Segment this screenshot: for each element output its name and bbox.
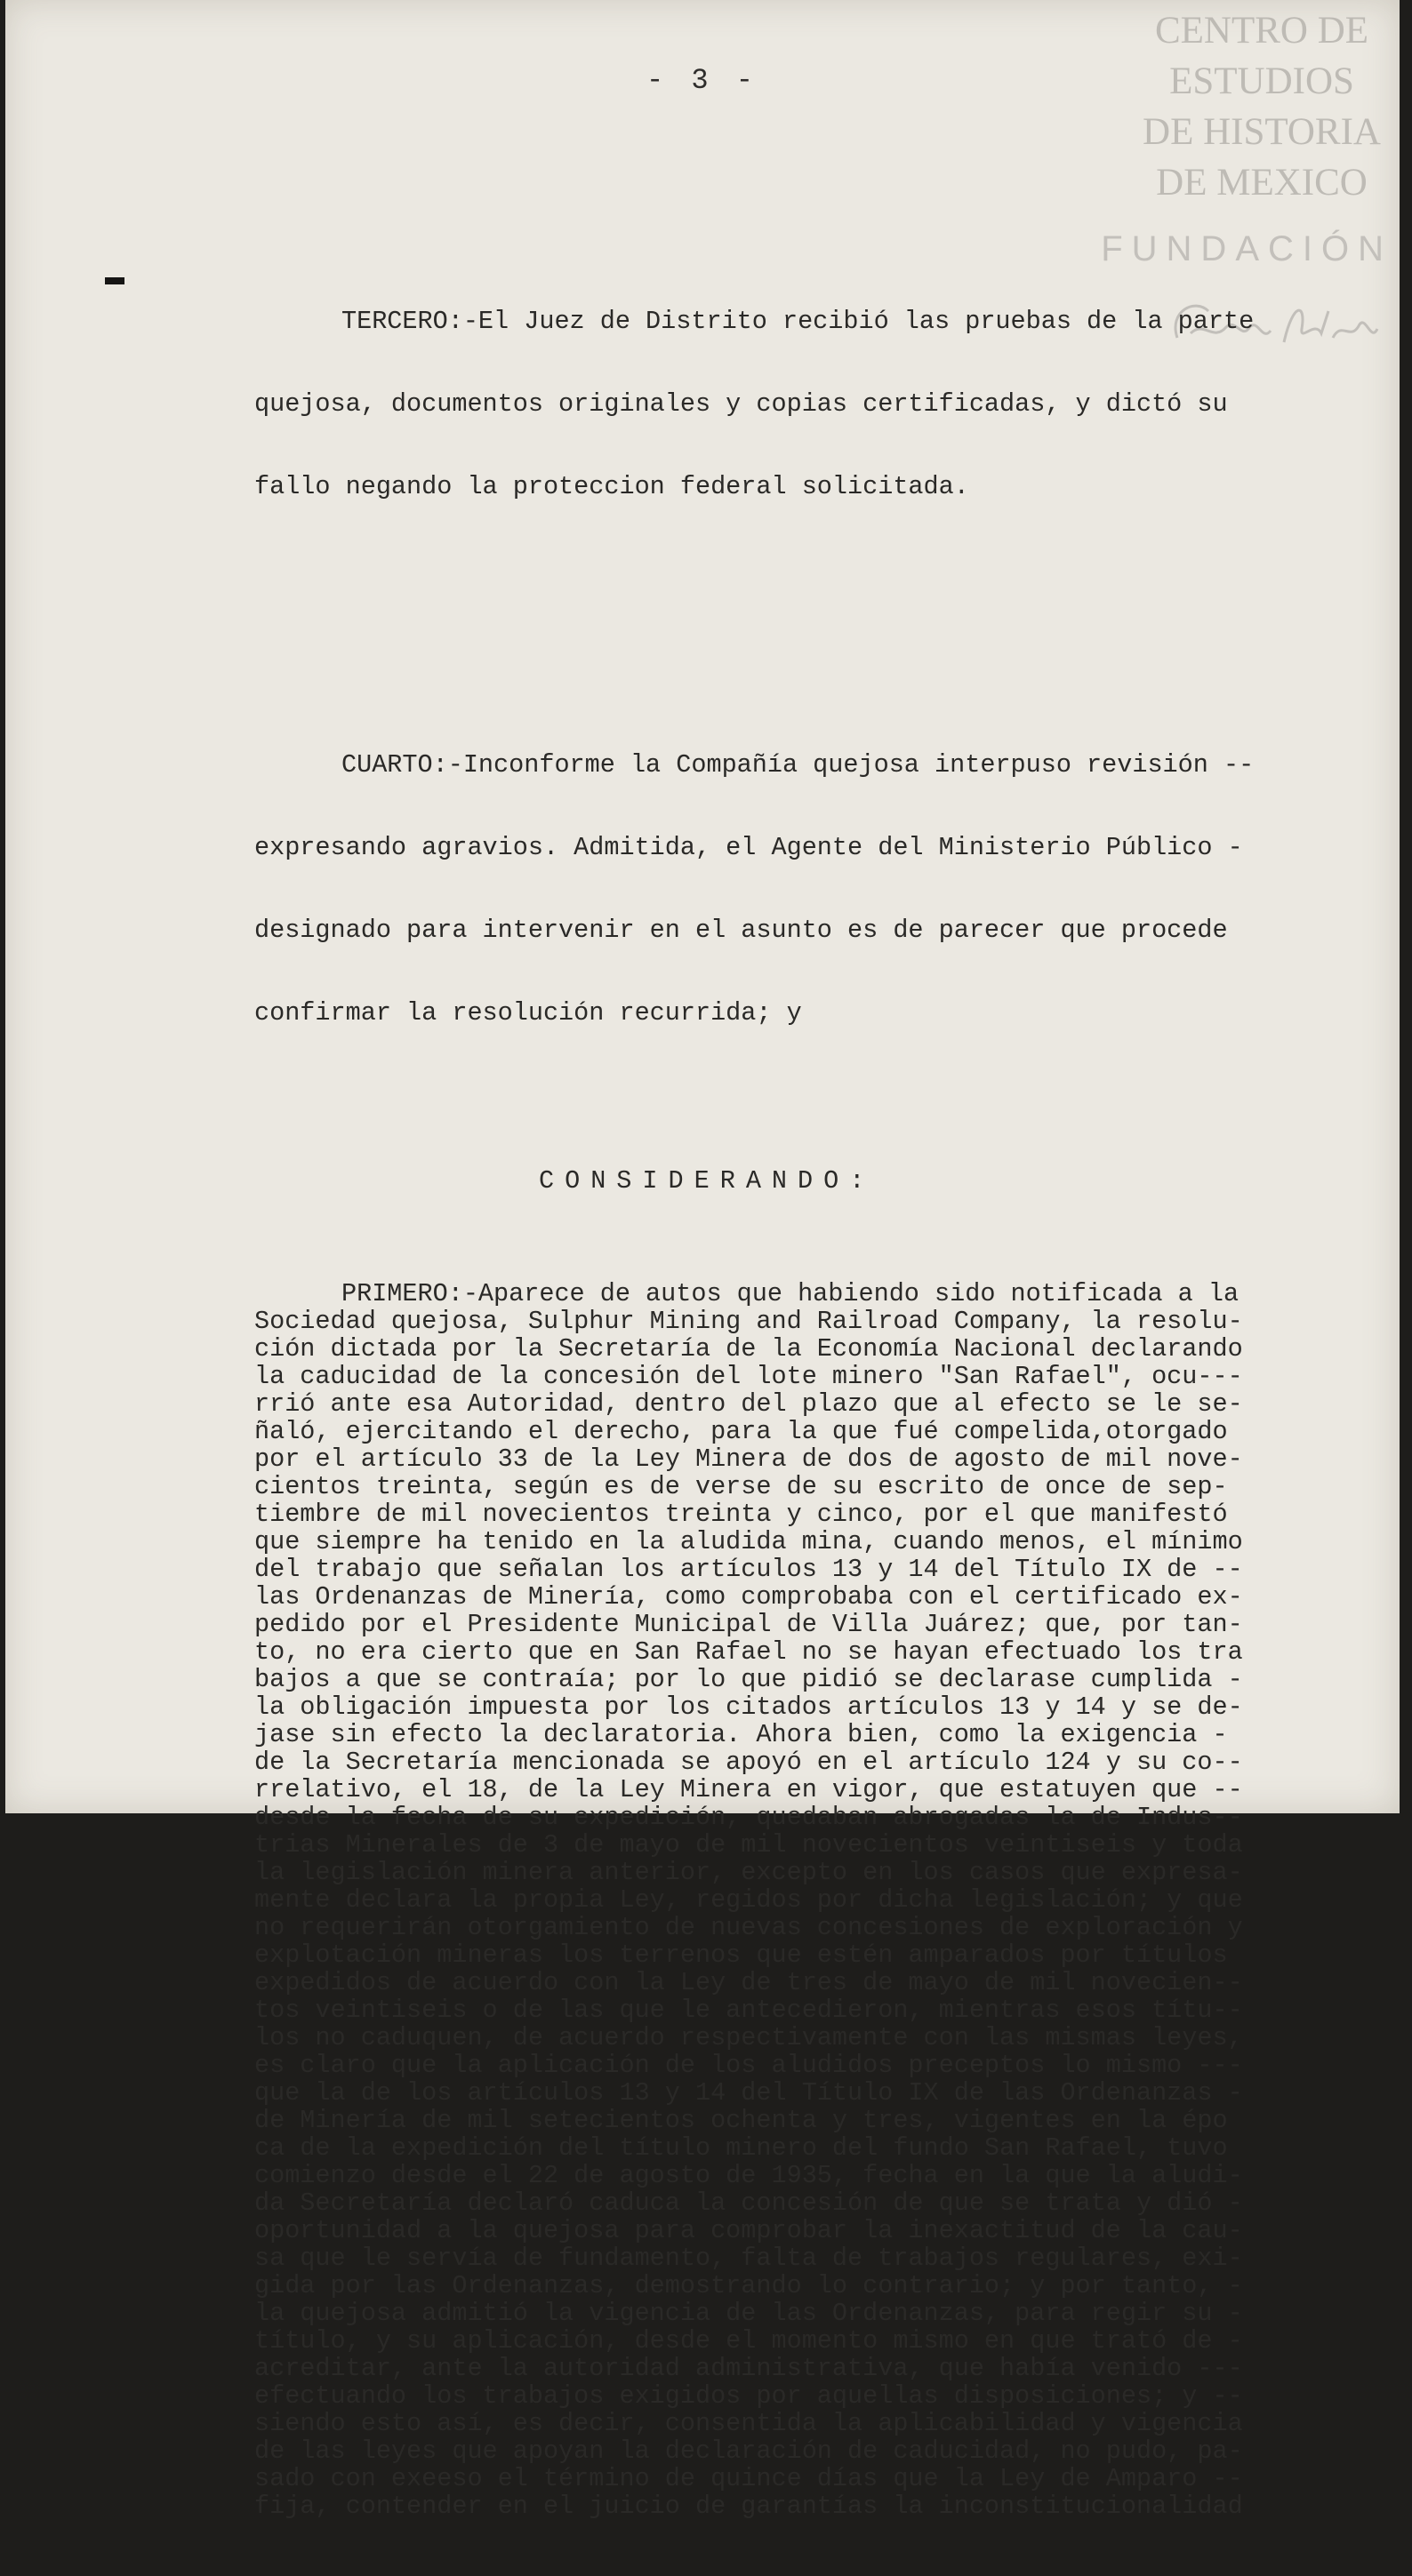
text-line: gida por las Ordenanzas, demostrando lo contrario; y por tanto, -: [254, 2271, 1243, 2300]
archive-watermark: [1133, 5, 1391, 208]
text-line: expedidos de acuerdo con la Ley de tres de mayo de mil novecien--: [254, 1968, 1243, 1997]
text-line: que la de los artículos 13 y 14 del Título IX de las Ordenanzas -: [254, 2078, 1243, 2108]
text-line: rrelativo, el 18, de la Ley Minera en vigor, que estatuyen que --: [254, 1775, 1243, 1804]
text-line: TERCERO:-El Juez de Distrito recibió las pruebas de la parte: [341, 307, 1255, 336]
watermark-line: ESTUDIOS: [1169, 60, 1354, 102]
text-line: tiembre de mil novecientos treinta y cinco, por el que manifestó: [254, 1500, 1228, 1529]
text-line: la caducidad de la concesión del lote minero "San Rafael", ocu---: [254, 1362, 1243, 1391]
text-line: jase sin efecto la declaratoria. Ahora bien, como la exigencia -: [254, 1720, 1228, 1749]
text-line: fija, contender en el juicio de garantías la inconstitucionalidad: [254, 2492, 1243, 2521]
text-line: la obligación impuesta por los citados artículos 13 y 14 y se de-: [254, 1692, 1243, 1722]
text-line: título, y su aplicación, desde el momento mismo en que trató de -: [254, 2326, 1243, 2356]
text-line: Sociedad quejosa, Sulphur Mining and Railroad Company, la resolu-: [254, 1307, 1243, 1336]
text-line: explotación mineras los terrenos que estén amparados por títulos: [254, 1940, 1228, 1970]
text-line: acreditar, ante la autoridad administrativa, que había venido ---: [254, 2354, 1243, 2383]
document-page: [5, 0, 1400, 2521]
text-line: la quejosa admitió la vigencia de las Ordenanzas, para regir su -: [254, 2299, 1243, 2328]
text-line: oportunidad a la quejosa para comprobar la inexactitud de la cau-: [254, 2216, 1243, 2245]
text-line: desde la fecha de su expedición, quedaban abrogadas la de Indus--: [254, 1803, 1243, 1832]
text-line: PRIMERO:-Aparece de autos que habiendo sido notificada a la: [341, 1279, 1240, 1308]
text-line: pedido por el Presidente Municipal de Villa Juárez; que, por tan-: [254, 1610, 1243, 1639]
page-number: - 3 -: [646, 64, 758, 97]
text-line: por el artículo 33 de la Ley Minera de dos de agosto de mil nove-: [254, 1444, 1243, 1474]
text-line: no requerirán otorgamiento de nuevas concesiones de exploración y: [254, 1913, 1243, 1942]
text-line: comienzo desde el 22 de agosto de 1935, fecha en la que la aludi-: [254, 2161, 1243, 2190]
text-line: de las leyes que apoyan la declaración de caducidad, no pudo, pa-: [254, 2436, 1243, 2466]
text-line: mente declara la propia Ley, regidos por dicha legislación; y que: [254, 1885, 1243, 1915]
watermark-line: DE MEXICO: [1156, 162, 1368, 204]
text-line: confirmar la resolución recurrida; y: [254, 998, 802, 1028]
text-line: las Ordenanzas de Minería, como comprobaba con el certificado ex-: [254, 1582, 1243, 1612]
text-line: sa que le servía de fundamento, falta de trabajos regulares, exi-: [254, 2244, 1243, 2273]
text-line: trias Minerales de 3 de mayo de mil novecientos veintiseis y toda: [254, 1830, 1243, 1860]
text-line: es claro que la aplicación de los aludidos preceptos lo mismo ---: [254, 2051, 1243, 2080]
text-line: fallo negando la proteccion federal solicitada.: [254, 472, 969, 501]
watermark-line: CENTRO DE: [1154, 10, 1369, 52]
text-line: ñaló, ejercitando el derecho, para la que fué compelida,otorgado: [254, 1417, 1228, 1446]
text-line: tos veintiseis o de las que le antecedieron, mientras esos títu--: [254, 1996, 1243, 2025]
text-line: ca de la expedición del título minero del fundo San Rafael, tuvo: [254, 2133, 1228, 2163]
text-line: del trabajo que señalan los artículos 13 y 14 del Título IX de --: [254, 1555, 1243, 1584]
paragraph-cuarto: [254, 696, 1348, 1082]
document-body: [254, 197, 1348, 2575]
text-line: que siempre ha tenido en la aludida mina, cuando menos, el mínimo: [254, 1527, 1243, 1556]
text-line: de la Secretaría mencionada se apoyó en el artículo 124 y su co--: [254, 1748, 1243, 1777]
text-line: da Secretaría declaró caduca la concesión de que se trata y dió -: [254, 2188, 1243, 2218]
text-line: cientos treinta, según es de verse de su escrito de once de sep-: [254, 1472, 1228, 1501]
section-heading: CONSIDERANDO:: [539, 1166, 876, 1196]
text-line: la legislación minera anterior, excepto en los casos que expresa-: [254, 1858, 1243, 1887]
text-line: bajos a que se contraía; por lo que pidió se declarase cumplida -: [254, 1665, 1243, 1694]
paragraph-tercero: [254, 252, 1348, 556]
text-line: los no caduquen, de acuerdo respectivamente con las mismas leyes,: [254, 2023, 1243, 2052]
text-line: siendo esto así, es decir, consentida la aplicabilidad y vigencia: [254, 2409, 1243, 2438]
paragraph-primero: [254, 1280, 1348, 2520]
text-line: rrió ante esa Autoridad, dentro del plazo que al efecto se le se-: [254, 1389, 1243, 1419]
text-line: expresando agravios. Admitida, el Agente del Ministerio Público -: [254, 833, 1243, 862]
text-line: quejosa, documentos originales y copias certificadas, y dictó su: [254, 389, 1228, 419]
watermark-line: DE HISTORIA: [1143, 111, 1381, 153]
text-line: sado con exeeso el término de quince días que la Ley de Amparo --: [254, 2464, 1243, 2493]
text-line: designado para intervenir en el asunto es de parecer que procede: [254, 916, 1228, 945]
text-line: de Minería de mil setecientos ochenta y tres, vigentes en la épo: [254, 2106, 1228, 2135]
margin-mark: [105, 277, 124, 284]
text-line: efectuando los trabajos exigidos por aquellas disposiciones; y --: [254, 2381, 1243, 2411]
text-line: ción dictada por la Secretaría de la Economía Nacional declarando: [254, 1334, 1243, 1364]
text-line: to, no era cierto que en San Rafael no se hayan efectuado los tra: [254, 1637, 1243, 1667]
text-line: CUARTO:-Inconforme la Compañía quejosa interpuso revisión --: [341, 750, 1255, 780]
watermark-fundacion: FUNDACIÓN: [1101, 229, 1392, 268]
